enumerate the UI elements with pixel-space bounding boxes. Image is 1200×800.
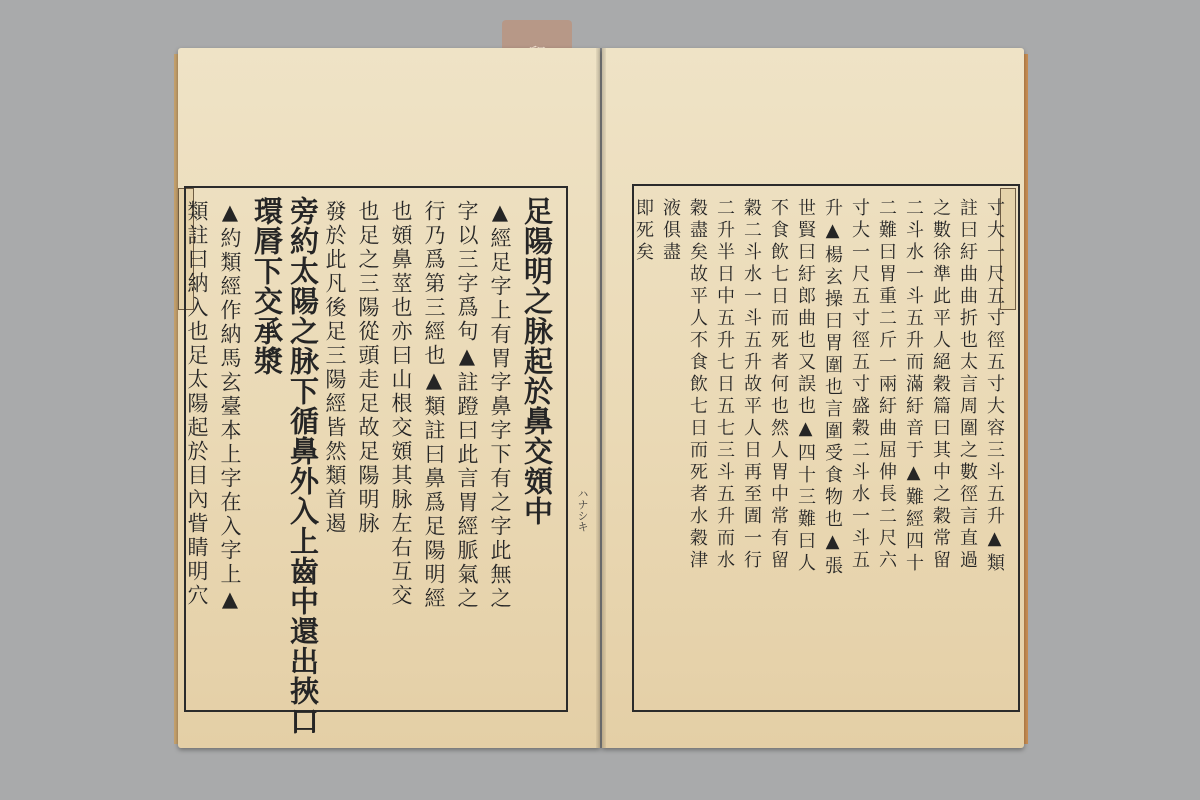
right-text-frame <box>632 184 1020 712</box>
right-page-column-12: 穀盡矣故平人不食飲七日而死者水穀津 <box>687 198 708 572</box>
right-page-column-3: 之數徐準此平人絕穀篇曰其中之穀常留 <box>930 198 951 572</box>
left-page-column-1: 足陽明之脉起於鼻交頞中 <box>520 196 554 526</box>
left-page-column-9: 環脣下交承漿 <box>250 196 284 376</box>
right-page-column-14: 即死矣 <box>633 198 654 264</box>
open-book <box>178 48 1024 748</box>
right-page-column-10: 穀二斗水一斗五升故平人日再至圊一行 <box>741 198 762 572</box>
left-page-column-8: 旁約太陽之脉下循鼻外入上齒中還出挾口 <box>286 196 320 736</box>
margin-annotation: ハナシキ <box>576 488 589 532</box>
left-page-column-4: 行乃爲第三經也▲類註曰鼻爲足陽明經 <box>422 200 446 611</box>
left-page-column-7: 發於此凡後足三陽經皆然類首遏 <box>323 200 347 536</box>
right-page-column-4: 二斗水一斗五升而滿紆音于▲難經四十 <box>903 198 924 575</box>
right-page-column-1: 寸大一尺五寸徑五寸大容三斗五升▲類 <box>984 198 1005 575</box>
right-page-column-9: 不食飲七日而死者何也然人胃中常有留 <box>768 198 789 572</box>
left-page <box>178 48 600 748</box>
right-page-column-6: 寸大一尺五寸徑五寸盛穀二斗水一斗五 <box>849 198 870 572</box>
right-page-column-7: 升▲楊玄操曰胃圍也言圍受食物也▲張 <box>822 198 843 578</box>
right-page <box>602 48 1024 748</box>
left-page-column-10: ▲約類經作納馬玄臺本上字在入字上▲ <box>218 200 242 614</box>
right-page-column-5: 二難曰胃重二斤一兩紆曲屈伸長二尺六 <box>876 198 897 572</box>
right-page-column-2: 註曰紆曲曲折也太言周圍之數徑言直過 <box>957 198 978 572</box>
right-page-column-11: 二升半日中五升七日五七三斗五升而水 <box>714 198 735 572</box>
left-page-column-11: 類註曰納入也足太陽起於目內眥睛明穴 <box>185 200 209 608</box>
left-page-column-6: 也足之三陽從頭走足故足陽明脉 <box>356 200 380 536</box>
book-gutter <box>596 48 606 748</box>
right-page-column-13: 液俱盡 <box>660 198 681 264</box>
right-page-column-8: 世賢曰紆郎曲也又誤也▲四十三難曰人 <box>795 198 816 575</box>
left-page-column-3: 字以三字爲句▲註蹬曰此言胃經脈氣之 <box>455 200 479 611</box>
left-page-column-2: ▲經足字上有胃字鼻字下有之字此無之 <box>488 200 512 611</box>
left-page-column-5: 也頞鼻莖也亦曰山根交頞其脉左右互交 <box>389 200 413 608</box>
left-text-frame <box>184 186 568 736</box>
